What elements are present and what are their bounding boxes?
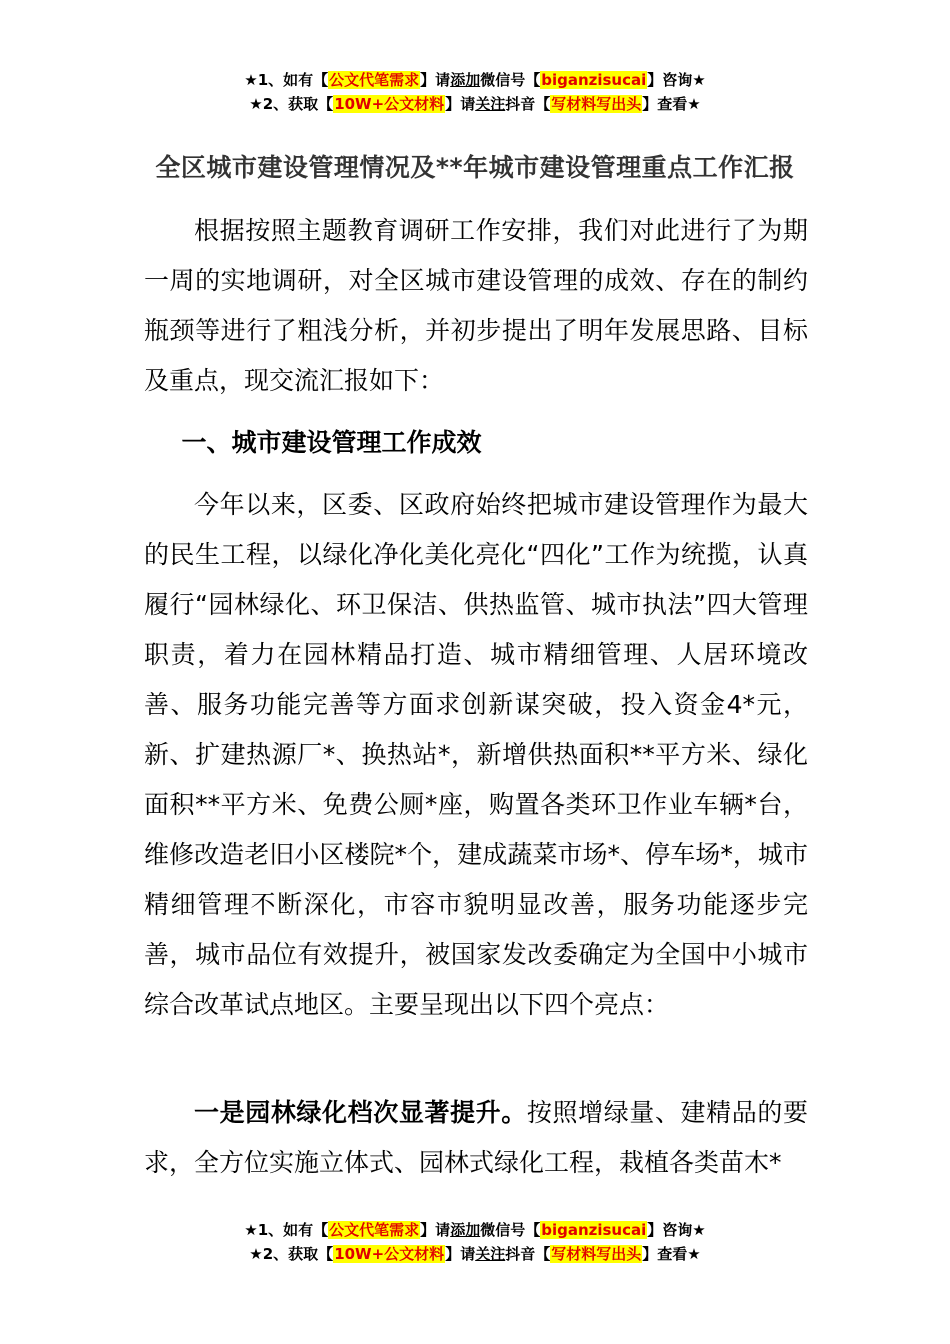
banner-line-2: ★2、获取【10W+公文材料】请关注抖音【写材料写出头】查看★ <box>249 1245 701 1263</box>
section-1 <box>144 418 808 468</box>
point-1-paragraph <box>144 1088 808 1188</box>
highlight-service: 公文代笔需求 <box>329 71 420 89</box>
intro-section <box>144 206 808 406</box>
section-1-paragraph: 今年以来，区委、区政府始终把城市建设管理作为最大的民生工程，以绿化净化美化亮化“四化”工作为统揽，认真履行“园林绿化、环卫保洁、供热监管、城市执法”四大管理职责，着力在园林精品打造、城市精细管理、人居环境改善、服务功能完善等方面求创新谋突破，投入资金4*元，新、扩建热源厂*、换热站*，新增供热面积**平方米、绿化面积**平方米、免费公厕*座，购置各类环卫作业车辆*台，维修改造老旧小区楼院*个，建成蔬菜市场*、停车场*，城市精细管理不断深化，市容市貌明显改善，服务功能逐步完善，城市品位有效提升，被国家发改委确定为全国中小城市综合改革试点地区。主要呈现出以下四个亮点： <box>144 490 808 1019</box>
highlight-materials: 10W+公文材料 <box>334 1245 445 1263</box>
highlight-service: 公文代笔需求 <box>329 1221 420 1239</box>
highlight-materials: 10W+公文材料 <box>334 95 445 113</box>
highlight-wechat-id: biganzisucai <box>541 1221 647 1239</box>
highlight-wechat-id: biganzisucai <box>541 71 647 89</box>
section-1-body <box>144 480 808 1030</box>
point-1-lead: 一是园林绿化档次显著提升。 <box>194 1098 527 1127</box>
highlight-douyin-account: 写材料写出头 <box>551 95 642 113</box>
section-1-heading: 一、城市建设管理工作成效 <box>181 428 482 457</box>
footer-banner <box>0 1218 950 1266</box>
point-1-text: 按照增绿量、建精品的要求，全方位实施立体式、园林式绿化工程，栽植各类苗木* <box>144 1098 808 1177</box>
banner-line-2: ★2、获取【10W+公文材料】请关注抖音【写材料写出头】查看★ <box>249 95 701 113</box>
intro-paragraph: 根据按照主题教育调研工作安排，我们对此进行了为期一周的实地调研，对全区城市建设管理的成效、存在的制约瓶颈等进行了粗浅分析，并初步提出了明年发展思路、目标及重点，现交流汇报如下： <box>144 216 808 395</box>
point-1 <box>144 1088 808 1188</box>
highlight-douyin-account: 写材料写出头 <box>551 1245 642 1263</box>
header-banner <box>0 68 950 116</box>
banner-line-1: ★1、如有【公文代笔需求】请添加微信号【biganzisucai】咨询★ <box>244 71 706 89</box>
banner-line-1: ★1、如有【公文代笔需求】请添加微信号【biganzisucai】咨询★ <box>244 1221 706 1239</box>
document-title: 全区城市建设管理情况及**年城市建设管理重点工作汇报 <box>155 153 795 182</box>
